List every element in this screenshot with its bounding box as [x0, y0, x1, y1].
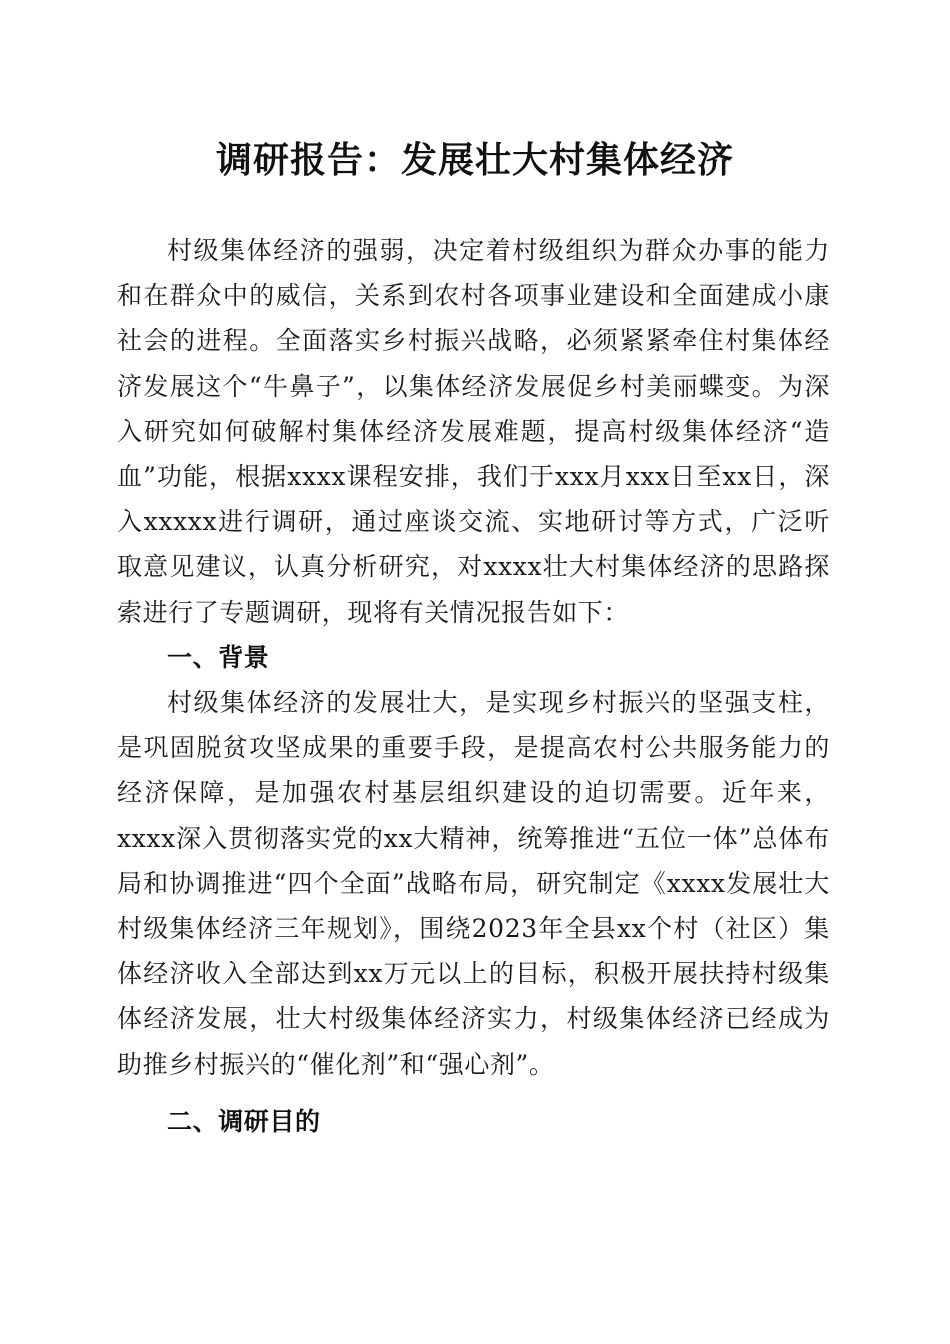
section-heading-purpose: 二、调研目的: [167, 1106, 321, 1136]
intro-paragraph: 村级集体经济的强弱，决定着村级组织为群众办事的能力和在群众中的威信，关系到农村各项事业建设和全面建成小康社会的进程。全面落实乡村振兴战略，必须紧紧牵住村集体经济发展这个“牛鼻子”，以集体经济发展促乡村美丽蝶变。为深入研究如何破解村集体经济发展难题，提高村级集体经济“造血”功能，根据xxxx课程安排，我们于xxx月xxx日至xx日，深入xxxxx进行调研，通过座谈交流、实地研讨等方式，广泛听取意见建议，认真分析研究，对xxxx壮大村集体经济的思路探索进行了专题调研，现将有关情况报告如下：: [117, 236, 830, 627]
document-title: 调研报告：发展壮大村集体经济: [215, 139, 734, 181]
background-paragraph: 村级集体经济的发展壮大，是实现乡村振兴的坚强支柱，是巩固脱贫攻坚成果的重要手段，是提高农村公共服务能力的经济保障，是加强农村基层组织建设的迫切需要。近年来，xxxx深入贯彻落实党的xx大精神，统筹推进“五位一体”总体布局和协调推进“四个全面”战略布局，研究制定《xxxx发展壮大村级集体经济三年规划》，围绕2023年全县xx个村（社区）集体经济收入全部达到xx万元以上的目标，积极开展扶持村级集体经济发展，壮大村级集体经济实力，村级集体经济已经成为助推乡村振兴的“催化剂”和“强心剂”。: [117, 688, 830, 1079]
document-body: [117, 228, 830, 1144]
section-heading-background: 一、背景: [167, 642, 270, 672]
